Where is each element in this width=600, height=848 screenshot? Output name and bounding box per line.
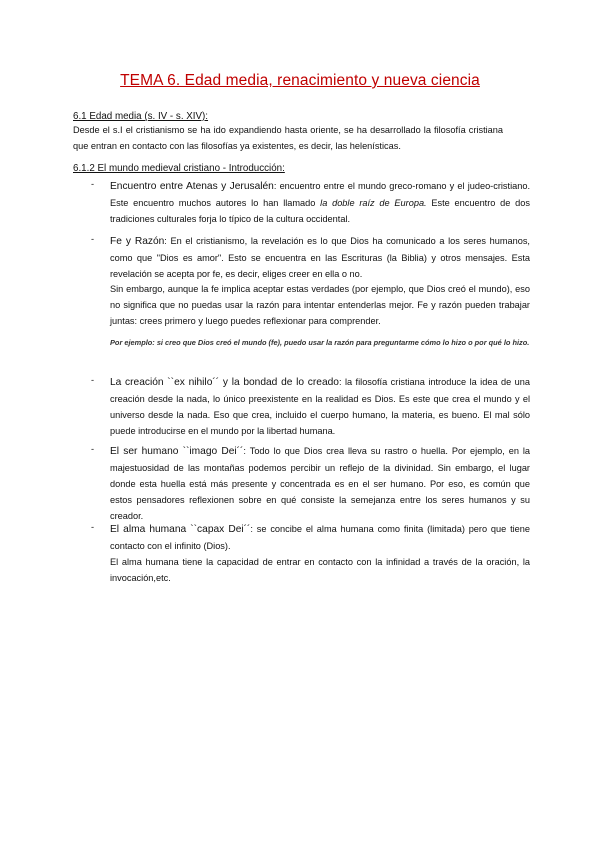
section-paragraph-edad-media: Desde el s.I el cristianismo se ha ido expandiendo hasta oriente, se ha desarrollado la filosofía cristiana que entran en contacto con las filosofías ya existentes, es decir, las helenísticas. — [73, 125, 503, 151]
item-text: : encuentro entre el mundo greco-romano y el judeo-cristiano. Este encuentro muchos autores lo han llamado — [110, 181, 531, 208]
bullet-marker: - — [91, 522, 95, 532]
list-item-atenas-jerusalen — [110, 178, 530, 227]
section-heading-mundo-medieval: 6.1.2 El mundo medieval cristiano - Introducción: — [73, 163, 285, 174]
bullet-marker: - — [91, 375, 95, 385]
list-item-creacion-ex-nihilo — [110, 374, 530, 439]
list-item-capax-dei — [110, 521, 530, 586]
item-text: : Todo lo que Dios crea lleva su rastro o huella. Por ejemplo, en la majestuosidad de las montañas podemos percibir un reflejo de la divinidad. Sin embargo, el lugar donde esta huella está más presente y concentrada es en el ser humano. Por eso, es común que estos pensadores reflexionen sobre en qué consiste la semejanza entre los seres humanos y su creador. — [110, 446, 530, 521]
item-text: : la filosofía cristiana introduce la idea de una creación desde la nada, lo único preexistente en la realidad es Dios. Es este que crea el mundo y el universo desde la nada. Eso que crea, incluido el cuerpo humano, la materia, es bueno. El mal sólo puede introducirse en el mundo por la libertad humana. — [110, 377, 530, 436]
list-item-fe-razon — [110, 233, 530, 282]
item-term: La creación ``ex nihilo´´ y la bondad de lo creado — [110, 377, 339, 388]
item-term: Encuentro entre Atenas y Jerusalén — [110, 181, 274, 192]
section-heading-edad-media: 6.1 Edad media (s. IV - s. XIV): — [73, 111, 209, 122]
item-text-continued: Este encuentro de dos tradiciones culturales forja lo típico de la cultura occidental. — [110, 198, 530, 224]
bullet-marker: - — [91, 179, 95, 189]
item-emphasis: la doble raíz de Europa. — [320, 198, 427, 208]
list-item-fe-razon-example: Por ejemplo: si creo que Dios creó el mundo (fe), puedo usar la razón para preguntarme cómo lo hizo o por qué lo hizo. — [110, 338, 530, 347]
item-text: : se concibe el alma humana como finita (limitada) pero que tiene contacto con el infinito (Dios). — [110, 524, 530, 551]
item-term: Fe y Razón — [110, 236, 165, 247]
list-item-fe-razon-paragraph: Sin embargo, aunque la fe implica aceptar estas verdades (por ejemplo, que Dios creó el mundo), eso no significa que no puedas usar la razón para intentar entenderlas mejor. Fe y razón pueden trabajar juntas: crees primero y luego puedes reflexionar para comprender. — [110, 284, 530, 326]
item-term: El ser humano ``imago Dei´´ — [110, 446, 244, 457]
list-item-capax-dei-paragraph: El alma humana tiene la capacidad de entrar en contacto con la infinidad a través de la oración, la invocación,etc. — [110, 557, 530, 583]
bullet-marker: - — [91, 444, 95, 454]
bullet-marker: - — [91, 234, 95, 244]
item-term: El alma humana ``capax Dei´´ — [110, 524, 251, 535]
page-title: TEMA 6. Edad media, renacimiento y nueva ciencia — [120, 72, 480, 89]
list-item-imago-dei — [110, 443, 530, 524]
item-text: : En el cristianismo, la revelación es lo que Dios ha comunicado a los seres humanos, como que "Dios es amor". Esto se encuentra en las Escrituras (la Biblia) y otros mensajes. Esta revelación se acepta por fe, es decir, eliges creer en ella o no. — [110, 236, 530, 279]
